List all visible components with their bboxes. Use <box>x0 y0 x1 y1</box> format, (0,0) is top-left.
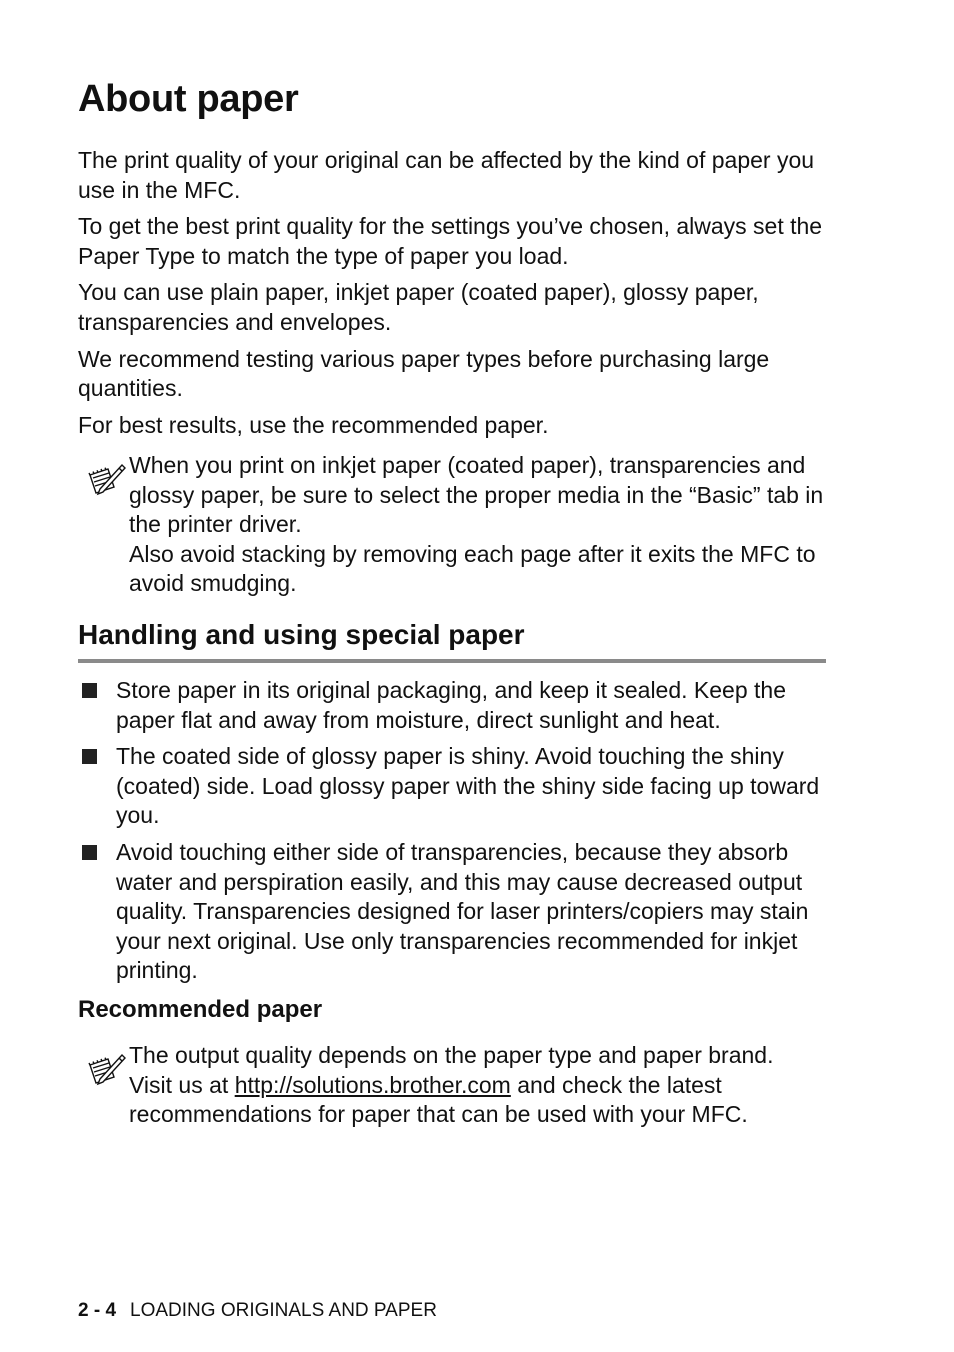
note-text: When you print on inkjet paper (coated paper), transparencies and glossy paper, be sure to select the proper media in the “Basic” tab in the printer driver. <box>129 452 824 538</box>
note-recommended-paper <box>86 1041 826 1130</box>
page-number: 2 - 4 <box>78 1300 117 1321</box>
subsection-heading: Recommended paper <box>78 996 323 1023</box>
note-text: Visit us at http://solutions.brother.com and check the latest recommendations for paper that can be used with your MFC. <box>129 1071 748 1128</box>
brother-solutions-link[interactable]: http://solutions.brother.com <box>234 1071 511 1098</box>
chapter-title: LOADING ORIGINALS AND PAPER <box>130 1300 437 1321</box>
note-text: The output quality depends on the paper type and paper brand. <box>129 1042 774 1068</box>
bullet-square-icon <box>82 845 97 860</box>
list-item: Store paper in its original packaging, and keep it sealed. Keep the paper flat and away from moisture, direct sunlight and heat. <box>78 676 826 735</box>
intro-text <box>78 146 826 447</box>
intro-paragraph: You can use plain paper, inkjet paper (coated paper), glossy paper, transparencies and envelopes. <box>78 279 759 335</box>
section-divider <box>78 659 826 663</box>
note-pencil-icon <box>86 1049 126 1089</box>
intro-paragraph: We recommend testing various paper types before purchasing large quantities. <box>78 345 770 402</box>
note-media-selection <box>86 451 826 599</box>
bullet-square-icon <box>82 683 97 698</box>
page-title: About paper <box>78 78 299 120</box>
note-pencil-icon <box>86 459 126 499</box>
intro-paragraph: To get the best print quality for the settings you’ve chosen, always set the Paper Type to match the type of paper you load. <box>78 213 823 269</box>
intro-paragraph: The print quality of your original can be affected by the kind of paper you use in the MFC. <box>78 147 815 203</box>
list-item: The coated side of glossy paper is shiny. Avoid touching the shiny (coated) side. Load glossy paper with the shiny side facing up toward you. <box>78 742 826 831</box>
list-item: Avoid touching either side of transparencies, because they absorb water and perspiration easily, and this may cause decreased output quality. Transparencies designed for laser printers/copiers may stain your next original. Use only transparencies recommended for inkjet printing. <box>78 838 826 986</box>
note-text: Also avoid stacking by removing each page after it exits the MFC to avoid smudging. <box>129 540 816 597</box>
section-heading: Handling and using special paper <box>78 619 525 650</box>
bullet-square-icon <box>82 749 97 764</box>
page-footer <box>78 1300 437 1322</box>
bullet-list <box>78 676 826 993</box>
intro-paragraph: For best results, use the recommended paper. <box>78 411 549 438</box>
